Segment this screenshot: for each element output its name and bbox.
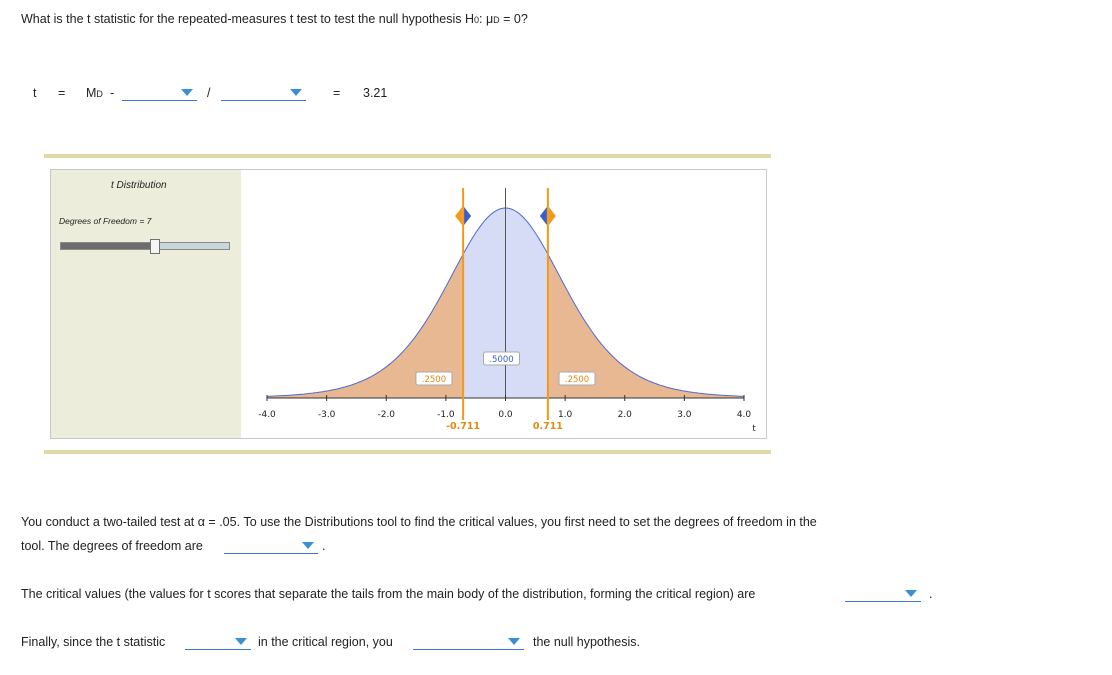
right-tail-prob-label: .2500 — [564, 375, 590, 385]
dof-slider[interactable] — [60, 242, 230, 250]
x-tick-label: 3.0 — [677, 410, 692, 420]
equation-equals-2: = — [333, 86, 341, 100]
axis-variable-label: t — [752, 424, 756, 434]
handle-left-half[interactable] — [455, 207, 462, 225]
x-tick-label: -4.0 — [258, 410, 276, 420]
mu-subscript: D — [493, 15, 500, 25]
handle-right-half[interactable] — [549, 207, 556, 225]
paragraph-3-text-1: Finally, since the t statistic — [21, 635, 166, 649]
question-text: What is the t statistic for the repeated-measures t test to test the null hypothesis H0: μD = 0? — [21, 12, 528, 26]
t-distribution-chart — [241, 170, 766, 438]
dropdown-arrow-icon — [302, 542, 314, 549]
in-critical-region-dropdown[interactable] — [185, 635, 251, 650]
paragraph-3-text-2: in the critical region, you — [258, 635, 393, 649]
tool-top-divider — [44, 154, 771, 158]
equation-t: t — [33, 86, 37, 100]
paragraph-1-period: . — [322, 539, 326, 553]
equation-md: MD — [86, 86, 103, 100]
left-tail-prob-label: .2500 — [421, 375, 447, 385]
right-critical-value: 0.711 — [532, 421, 563, 432]
standard-error-dropdown[interactable] — [221, 86, 306, 101]
paragraph-1-line-1: You conduct a two-tailed test at α = .05. To use the Distributions tool to find the critical values, you first need to set the degrees of freedom in the — [21, 515, 817, 529]
paragraph-2-text: The critical values (the values for t scores that separate the tails from the main body of the distribution, forming the critical region) are — [21, 587, 756, 601]
x-tick-label: -1.0 — [437, 410, 455, 420]
h-subscript: 0 — [474, 15, 480, 25]
equation-slash: / — [207, 86, 211, 100]
paragraph-2-period: . — [929, 587, 933, 601]
paragraph-1-line-2: tool. The degrees of freedom are — [21, 539, 203, 553]
handle-left-half[interactable] — [540, 207, 547, 225]
x-tick-label: -2.0 — [377, 410, 396, 420]
tool-title: t Distribution — [111, 180, 167, 191]
equation-minus: - — [110, 86, 115, 100]
dropdown-arrow-icon — [235, 638, 247, 645]
left-critical-value: -0.711 — [446, 421, 481, 432]
dropdown-arrow-icon — [290, 89, 302, 96]
dof-label: Degrees of Freedom = 7 — [59, 216, 152, 226]
x-tick-label: 2.0 — [617, 410, 632, 420]
x-tick-label: 1.0 — [557, 410, 573, 420]
handle-right-half[interactable] — [464, 207, 471, 225]
x-tick-label: 0.0 — [498, 410, 513, 420]
center-prob-label: .5000 — [489, 355, 514, 365]
critical-values-dropdown[interactable] — [845, 587, 921, 602]
decision-dropdown[interactable] — [413, 635, 524, 650]
dropdown-arrow-icon — [181, 89, 193, 96]
x-tick-label: -3.0 — [317, 410, 336, 420]
x-axis-ticks — [258, 395, 751, 420]
dof-slider-thumb[interactable] — [150, 239, 160, 254]
dropdown-arrow-icon — [508, 638, 520, 645]
t-statistic-result: 3.21 — [363, 86, 388, 100]
equation-equals-1: = — [58, 86, 66, 100]
mean-difference-dropdown[interactable] — [122, 86, 197, 101]
tool-sidebar — [51, 170, 241, 438]
x-tick-label: 4.0 — [736, 410, 752, 420]
tool-bottom-divider — [44, 450, 771, 454]
paragraph-3-text-3: the null hypothesis. — [533, 635, 641, 649]
dropdown-arrow-icon — [905, 590, 917, 597]
distribution-tool — [50, 169, 767, 439]
degrees-of-freedom-dropdown[interactable] — [224, 539, 318, 554]
dof-slider-fill — [61, 243, 155, 249]
